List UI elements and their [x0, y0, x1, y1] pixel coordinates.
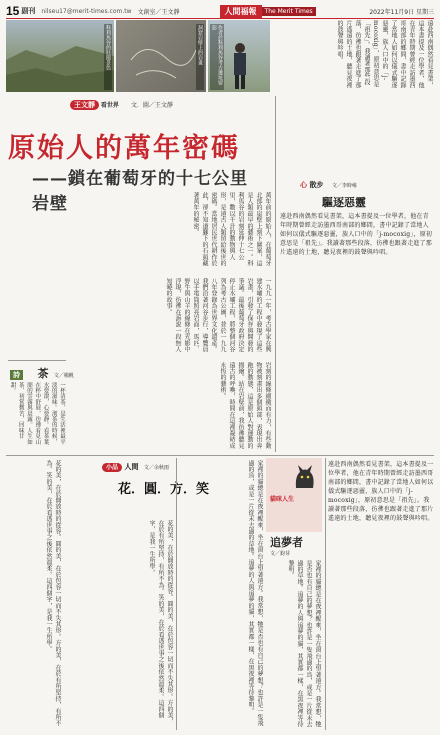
photo-caption: 作者於科利馬谷考古遺址留影	[210, 24, 224, 90]
dreamer-title: 追夢者	[270, 536, 303, 549]
column-heading	[70, 100, 173, 110]
page-number: 15	[6, 4, 20, 18]
column-right-byline: 文／李時雍	[331, 183, 357, 189]
main-body-top: 萬年前的原始人，在葡萄牙北部的崖壁上刻下圖案，這是人類最早的藝術之一。科利馬谷的岩刻延伸十七公里，數以千計的動物與人形，是遠古人類留給後世的密碼。當地居民世代耕作於此，卻不知道腳下的石頭藏著萬年的秘密。	[192, 192, 271, 267]
divider	[275, 96, 276, 452]
right-column-intro: 遠赴西南偶然看見書架，這本書提及一位學者，他在青年時期曾經走訪墨西哥南部的鄉間，書中記錄了當地人如何以儀式驅逐惡靈，族人口中的「j-mocoxig」，原初意思是「祖先」。我讀著那些段落，彷彿也跟著走進了那片遙遠的土地，聽見夜裡的鼓聲與吟唱。	[336, 20, 433, 89]
column-right-body: 遠赴西南偶然看見書架，這本書提及一位學者，他在青年時期曾經走訪墨西哥南部的鄉間，書中記錄了當地人如何以儀式驅逐惡靈，族人口中的「j-mocoxig」，原初意思是「祖先」。我讀著那些段落，彷彿也跟著走進了那片遙遠的土地，聽見夜裡的鼓聲與吟唱。	[280, 213, 433, 256]
main-byline: 文．圖／王文靜	[130, 102, 173, 109]
page-header	[6, 4, 434, 19]
divider	[325, 458, 326, 730]
photo-rock-art	[116, 20, 206, 92]
divider	[8, 360, 66, 361]
main-subtitle: ——鎖在葡萄牙的十七公里岩壁	[32, 169, 248, 214]
photo-caption: 科利馬谷的壯闊景色	[104, 24, 112, 90]
column-right-heading	[300, 180, 357, 190]
divider	[6, 455, 434, 456]
photo-caption: 洞窟岩壁上的岩畫	[196, 24, 204, 90]
tea-badge-icon: 詩	[10, 370, 23, 380]
flower-body: 花的美，在於開放時的從容。圓的美，在於包容一切而不失其形。方的美，在於有所堅持，有所不為。笑的美，在於看透世事之後依然溫柔。這四個字，是我一生所學。	[148, 520, 173, 725]
photo-valley	[6, 20, 114, 92]
flower-heading	[102, 462, 169, 472]
photo-author	[208, 20, 270, 92]
dreamer-body-left: 家裡的貓總是在夜裡醒來，坐在窗台上望著遠方。我常想，牠是否也有自己的夢想？也許是一隻飛過的鳥，或是一片從未去過的草地。追夢的人與追夢的貓，其實都一樣，在黑夜裡等待黎明。	[247, 460, 263, 727]
flower-tag-1: 小品	[102, 463, 122, 472]
dreamer-byline: 文／鈞芽	[270, 551, 291, 557]
flower-title: 花．圓．方．笑	[118, 482, 210, 497]
paper-logo-en: The Merit Times	[262, 7, 316, 16]
flower-byline: 文／余秋雨	[143, 465, 169, 471]
column-name: 看世界	[100, 102, 119, 109]
tea-title: 茶	[37, 367, 49, 380]
editor-email: nilseu17@merit-times.com.tw	[41, 7, 132, 15]
tea-byline: 文／楊帆	[53, 373, 74, 379]
rock-carving-image	[116, 20, 206, 92]
issue-date: 2022年11月9日 星期三	[369, 8, 434, 16]
column-tag: 王文靜	[70, 100, 99, 110]
paper-logo: 人間福報	[220, 5, 262, 18]
heart-tag: 心	[300, 181, 307, 189]
right-column-continuation: 遠赴西南偶然看見書架，這本書提及一位學者，他在青年時期曾經走訪墨西哥南部的鄉間，書中記錄了當地人如何以儀式驅逐惡靈，族人口中的「j-mocoxig」，原初意思是「祖先」。我讀著那些段落，彷彿也跟著走進了那片遙遠的土地，聽見夜裡的鼓聲與吟唱。	[328, 461, 434, 522]
column-right-tag: 散步	[309, 181, 324, 189]
section-name: 副刊	[21, 7, 36, 15]
valley-landscape-image	[6, 20, 114, 92]
divider	[176, 458, 177, 730]
dreamer-body-right: 家裡的貓總是在夜裡醒來，坐在窗台上望著遠方。我常想，牠是否也有自己的夢想？也許是一隻飛過的鳥，或是一片從未去過的草地。追夢的人與追夢的貓，其實都一樣，在黑夜裡等待黎明。	[287, 560, 321, 728]
bottom-left-extra: 花的美，在於開放時的從容。圓的美，在於包容一切而不失其形。方的美，在於有所堅持，有所不為。笑的美，在於看透世事之後依然溫柔。這四個字，是我一生所學。	[45, 460, 61, 727]
dreamer-heading-box	[266, 458, 322, 532]
main-body-bottom: 岩刻的線條細緻而有力，有些動物被刻畫出多個頭部，表現出奔跑的動態，這是原始人對運動的描繪。站在岩壁前，我彷彿聽見遠古的呼喚，時間在這裡凝結成永恆的藝術。	[219, 362, 271, 449]
main-title: 原始人的萬年密碼	[8, 133, 240, 164]
column-right-title: 驅逐惡靈	[322, 196, 366, 209]
main-body-middle: 一九九一年，考古學家在興建水壩的工程中發現了這些岩畫，引發了保存與開發的爭議。最後葡萄牙政府決定停止水壩工程，將整個河谷列為考古公園，並於一九九八年登錄為世界文化遺產。我們沿著河谷步行，導覽員以手電筒照亮岩面，馬匹、野牛與山羊的線條在光影中浮現，彷彿在訴說一段無人知曉的故事。	[165, 278, 271, 353]
dreamer-tag: 貓咪人生	[270, 496, 295, 503]
tea-heading	[10, 365, 74, 381]
cat-icon	[290, 462, 318, 490]
tea-body: 一杯清茶，是生活裡最平淡的滋味。沏茶的時候，水要滾，心要靜。看茶葉在杯中舒展，彷彿看見山間的雲霧與晨露。人生如茶，初嘗微苦，回味甘甜。	[9, 382, 65, 445]
flower-tag-2: 人間	[124, 463, 139, 471]
editor-credit: 文創室／王文靜	[137, 8, 180, 16]
